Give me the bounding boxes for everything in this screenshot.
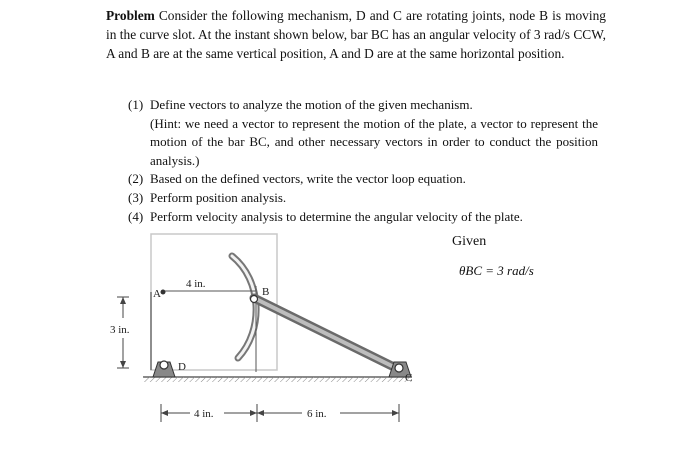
task-number: (2)	[128, 171, 144, 187]
problem-heading: Problem	[106, 8, 155, 23]
task-text: Perform velocity analysis to determine the angular velocity of the plate.	[150, 208, 523, 224]
label-a: A	[153, 288, 161, 300]
pin-a	[161, 290, 166, 295]
dim-bottom-arrow-2r	[392, 410, 399, 416]
label-b: B	[262, 286, 270, 298]
task-number: (4)	[128, 208, 144, 224]
ground-hatch	[143, 377, 412, 382]
pin-c	[395, 364, 403, 372]
task-number: (3)	[128, 189, 144, 205]
given-formula: θ̇BC = 3 rad/s	[459, 263, 534, 278]
bar-bc-highlight	[254, 298, 398, 369]
task-text: Define vectors to analyze the motion of the given mechanism.	[150, 97, 473, 112]
task-text: Based on the defined vectors, write the vector loop equation.	[150, 171, 466, 187]
dim-height-arrow-bottom	[120, 361, 126, 368]
task-hint: (Hint: we need a vector to represent the motion of the plate, a vector to represent the motion of the bar BC, and other necessary vectors in order to conduct the position analysis.)	[150, 115, 598, 168]
label-bottom-right-dim: 6 in.	[307, 408, 327, 420]
task-text: Perform position analysis.	[150, 189, 287, 205]
label-c: C	[405, 372, 413, 384]
curved-slot-inner	[232, 256, 256, 358]
label-height-dim: 3 in.	[110, 324, 130, 336]
task-number: (1)	[128, 97, 144, 112]
label-ab-dim: 4 in.	[186, 278, 206, 290]
dim-bottom-arrow-1l	[161, 410, 168, 416]
pin-b	[251, 296, 258, 303]
label-d: D	[178, 361, 186, 373]
dim-bottom-arrow-2l	[257, 410, 264, 416]
dim-bottom-arrow-1r	[250, 410, 257, 416]
label-bottom-left-dim: 4 in.	[194, 408, 214, 420]
pin-d	[160, 361, 168, 369]
problem-text: Consider the following mechanism, D and C are rotating joints, node B is moving in the curve slot. At the instant shown below, bar BC has an angular velocity of 3 rad/s CCW, A and B are at the same vertical position, A and D are at the same horizontal position.	[106, 8, 606, 62]
dim-height-arrow-top	[120, 297, 126, 304]
given-title: Given	[452, 234, 487, 249]
